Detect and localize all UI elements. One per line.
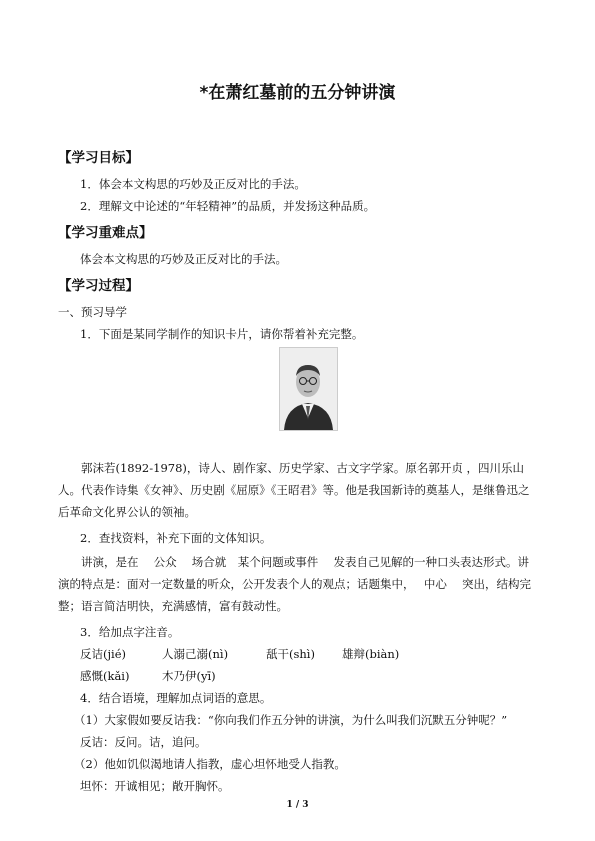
pinyin-item: 人溺己溺(nì) (162, 647, 229, 661)
page-number: 1 / 3 (286, 800, 309, 810)
pinyin-item: 舐干(shì) (266, 647, 315, 661)
bio-paragraph: 郭沫若(1892-1978)，诗人、剧作家、历史学家、古文字学家。原名郭开贞 ，四川乐山人。代表作诗集《女神》、历史剧《屈原》《王昭君》等。他是我国新诗的奠基人，是继鲁迅之后革命文化界公认的领袖。 (58, 461, 530, 519)
speech-paragraph: 讲演，是在 公众 场合就 某个问题或事件 发表自己见解的一种口头表达形式。讲演的特点是：面对一定数量的听众，公开发表个人的观点；话题集中， 中心 突出，结构完整；语言简洁明快，充满感情，富有鼓动性。 (58, 555, 532, 613)
section-heading-goals: 【学习目标】 (58, 150, 139, 166)
section-heading-process: 【学习过程】 (58, 278, 139, 294)
answer-2: 坦怀：开诚相见；敞开胸怀。 (80, 779, 230, 793)
sentence-1: （1）大家假如要反诘我：“你向我们作五分钟的讲演，为什么叫我们沉默五分钟呢？” (74, 713, 508, 727)
pinyin-item: 反诘(jié) (80, 647, 127, 661)
sentence-2: （2）他如饥似渴地请人指教，虚心坦怀地受人指教。 (74, 757, 346, 771)
part-heading: 一、预习导学 (58, 305, 127, 319)
pinyin-item: 木乃伊(yī) (162, 669, 216, 683)
answer-1: 反诘：反问。诘，追问。 (80, 735, 207, 749)
page-title: *在萧红墓前的五分钟讲演 (199, 83, 396, 103)
question-2: 2．查找资料，补充下面的文体知识。 (80, 531, 272, 545)
pinyin-item: 感慨(kǎi) (80, 669, 130, 683)
section-heading-keypoints: 【学习重难点】 (58, 225, 153, 241)
pinyin-item: 雄辩(biàn) (342, 647, 400, 661)
question-4: 4．结合语境，理解加点词语的意思。 (80, 691, 272, 705)
question-3: 3．给加点字注音。 (80, 625, 180, 639)
goal-item: 1．体会本文构思的巧妙及正反对比的手法。 (80, 177, 306, 191)
portrait-photo (279, 347, 338, 431)
goal-item: 2．理解文中论述的“年轻精神”的品质，并发扬这种品质。 (80, 199, 376, 213)
question-1: 1．下面是某同学制作的知识卡片，请你帮着补充完整。 (80, 327, 364, 341)
keypoint-text: 体会本文构思的巧妙及正反对比的手法。 (80, 252, 287, 266)
